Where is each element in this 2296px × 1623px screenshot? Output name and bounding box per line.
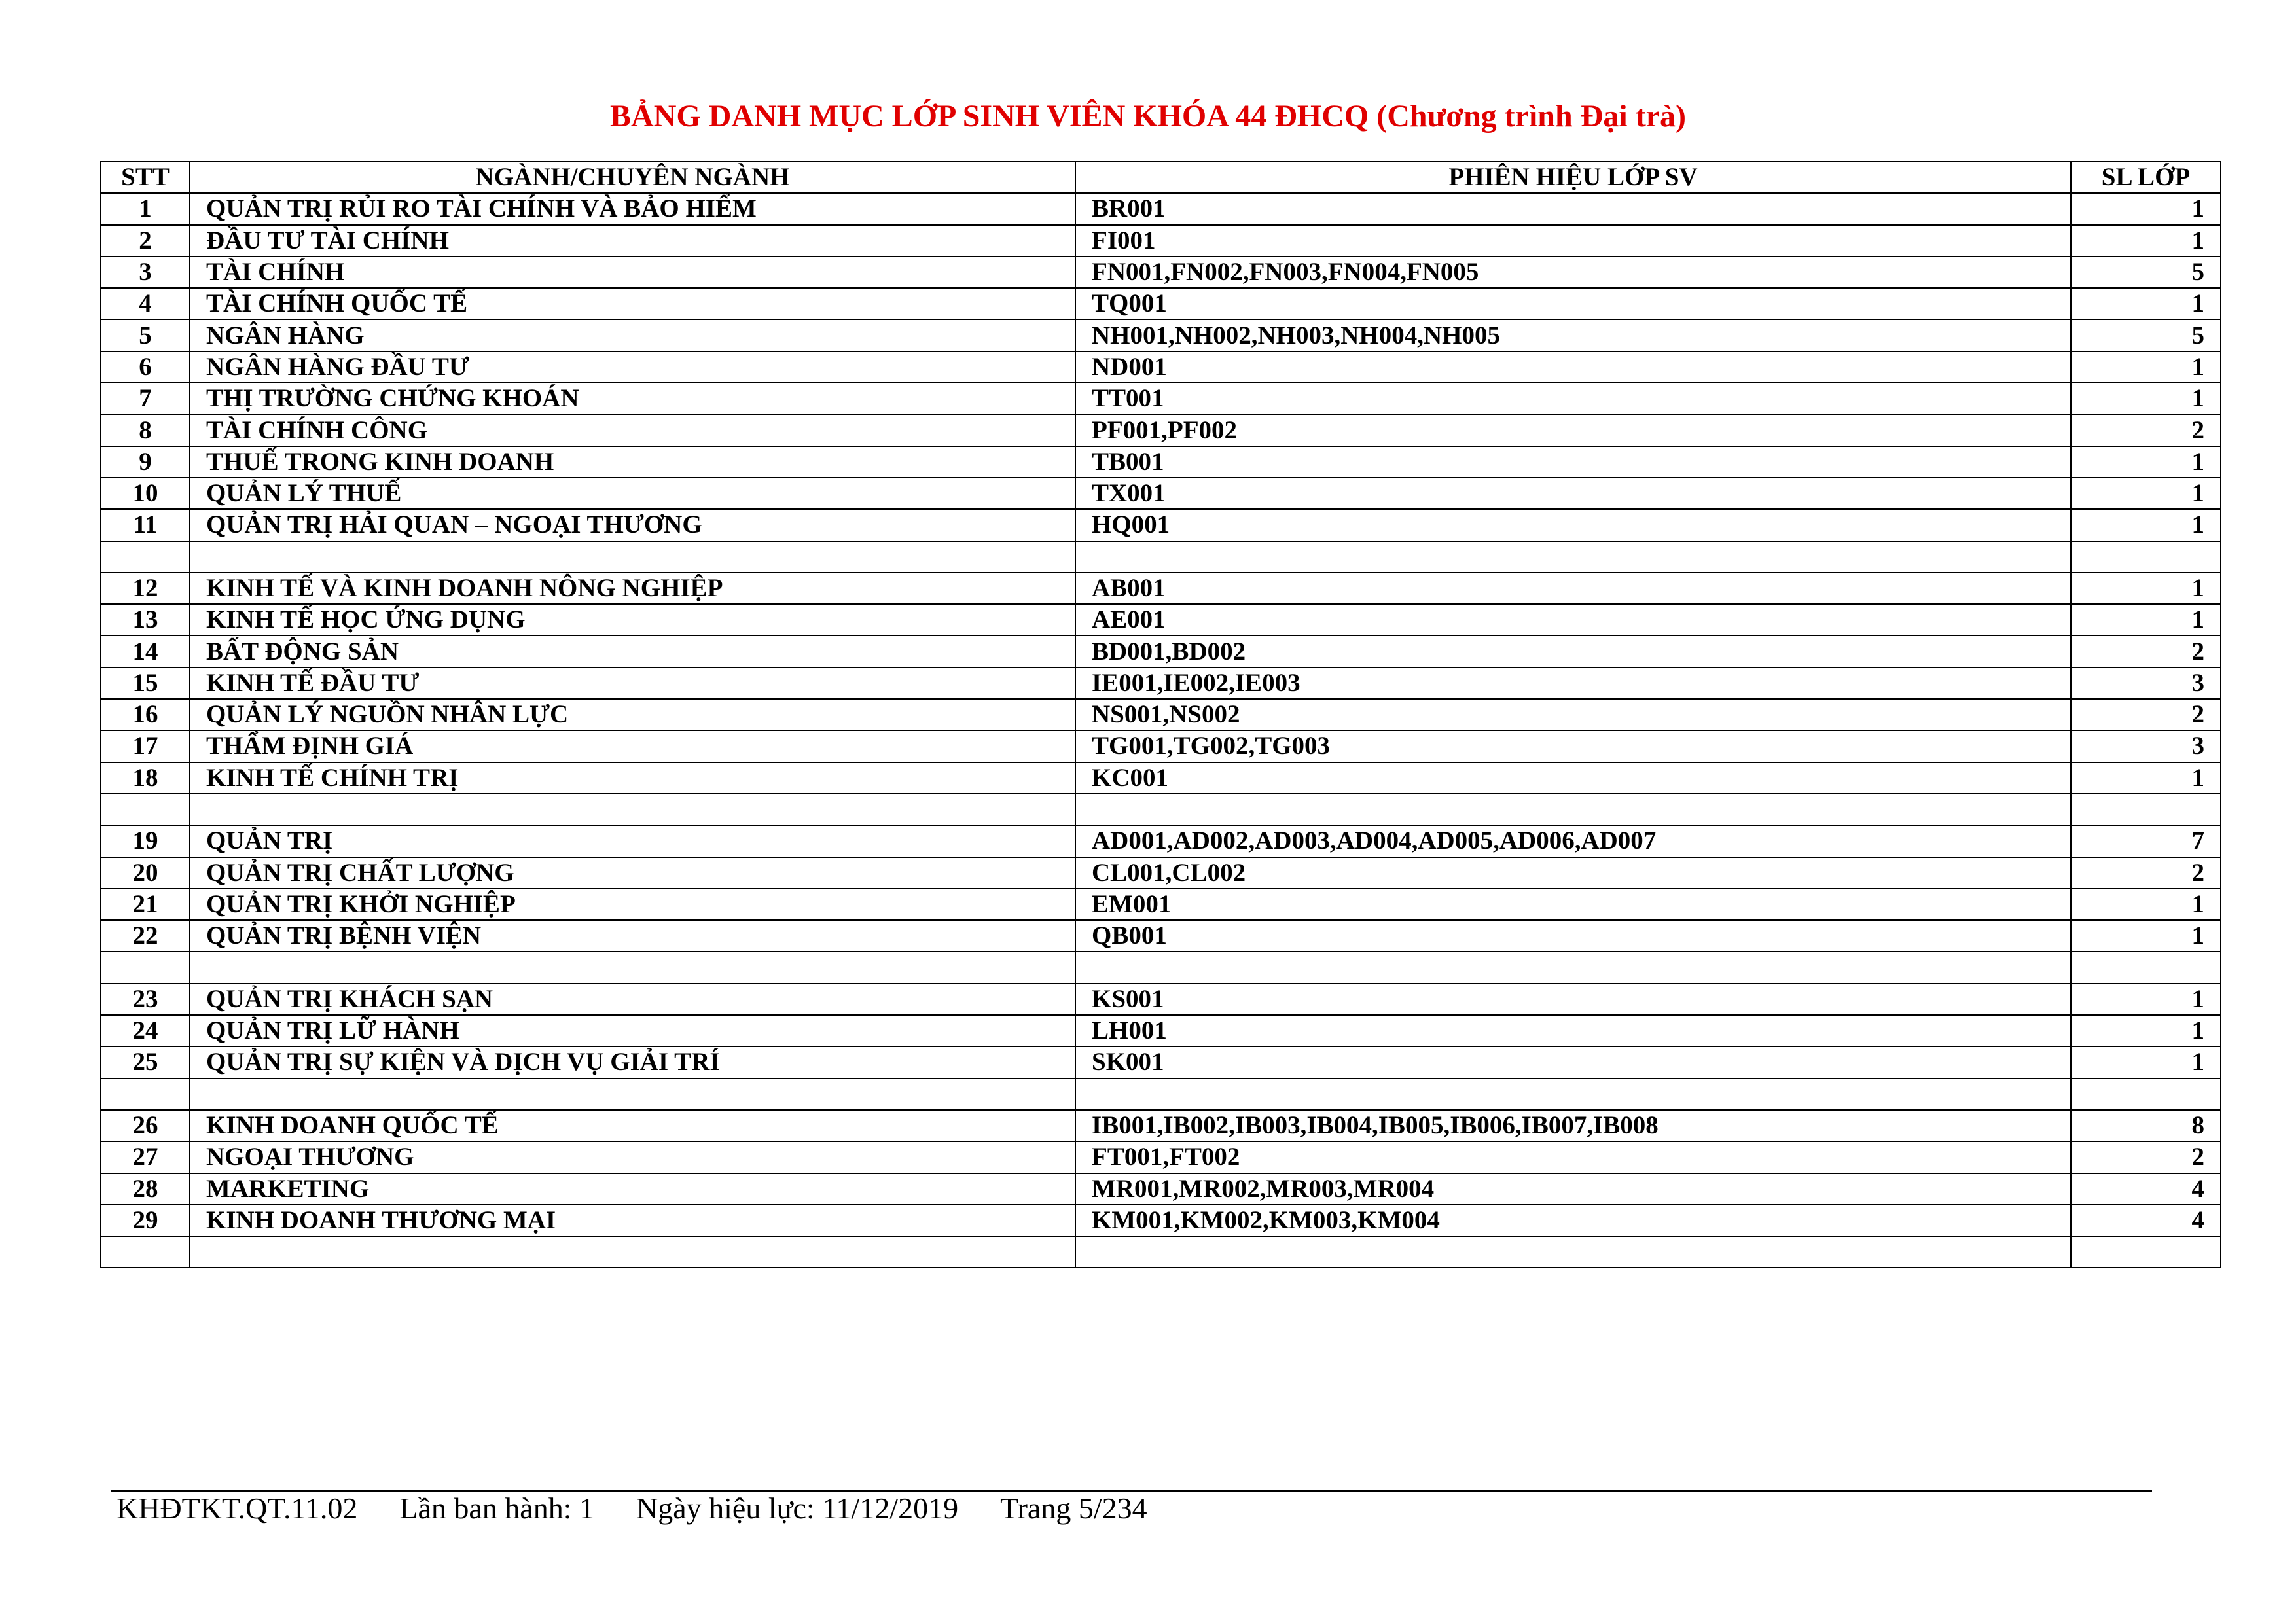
table-row xyxy=(101,193,2221,224)
cell-class-count xyxy=(2071,952,2221,983)
cell-major: KINH TẾ VÀ KINH DOANH NÔNG NGHIỆP xyxy=(190,573,1075,604)
cell-stt: 13 xyxy=(101,604,190,635)
cell-stt xyxy=(101,1236,190,1268)
cell-class-codes xyxy=(1075,541,2071,573)
cell-class-codes: HQ001 xyxy=(1075,509,2071,541)
footer-effective-date: Ngày hiệu lực: 11/12/2019 xyxy=(636,1491,959,1525)
cell-class-codes: FN001,FN002,FN003,FN004,FN005 xyxy=(1075,257,2071,288)
cell-class-codes: QB001 xyxy=(1075,920,2071,952)
table-row xyxy=(101,225,2221,257)
cell-class-codes: NH001,NH002,NH003,NH004,NH005 xyxy=(1075,319,2071,351)
cell-major: NGOẠI THƯƠNG xyxy=(190,1141,1075,1173)
cell-class-codes: BD001,BD002 xyxy=(1075,635,2071,667)
cell-class-codes: TQ001 xyxy=(1075,288,2071,319)
table-row xyxy=(101,699,2221,730)
table-row xyxy=(101,1141,2221,1173)
cell-stt: 26 xyxy=(101,1110,190,1141)
cell-major: QUẢN TRỊ xyxy=(190,825,1075,857)
cell-major: QUẢN LÝ NGUỒN NHÂN LỰC xyxy=(190,699,1075,730)
cell-major: QUẢN TRỊ RỦI RO TÀI CHÍNH VÀ BẢO HIỂM xyxy=(190,193,1075,224)
cell-stt: 9 xyxy=(101,446,190,478)
cell-stt: 21 xyxy=(101,889,190,920)
cell-stt: 10 xyxy=(101,478,190,509)
cell-stt: 4 xyxy=(101,288,190,319)
cell-class-codes: TT001 xyxy=(1075,383,2071,414)
cell-class-count: 1 xyxy=(2071,383,2221,414)
table-row xyxy=(101,604,2221,635)
cell-class-count: 2 xyxy=(2071,414,2221,446)
cell-class-count: 2 xyxy=(2071,699,2221,730)
table-row xyxy=(101,414,2221,446)
cell-class-codes: TX001 xyxy=(1075,478,2071,509)
table-row xyxy=(101,1110,2221,1141)
cell-stt: 23 xyxy=(101,984,190,1015)
table-row xyxy=(101,984,2221,1015)
cell-major: QUẢN TRỊ SỰ KIỆN VÀ DỊCH VỤ GIẢI TRÍ xyxy=(190,1046,1075,1078)
header-class-count: SL LỚP xyxy=(2071,162,2221,193)
cell-class-count: 5 xyxy=(2071,257,2221,288)
cell-major xyxy=(190,1079,1075,1110)
cell-stt: 8 xyxy=(101,414,190,446)
table-row xyxy=(101,1015,2221,1046)
cell-class-codes: MR001,MR002,MR003,MR004 xyxy=(1075,1173,2071,1205)
table-row xyxy=(101,319,2221,351)
cell-class-codes: CL001,CL002 xyxy=(1075,857,2071,889)
cell-major: THỊ TRƯỜNG CHỨNG KHOÁN xyxy=(190,383,1075,414)
cell-class-codes: KC001 xyxy=(1075,762,2071,794)
table-row xyxy=(101,1236,2221,1268)
cell-class-count xyxy=(2071,541,2221,573)
cell-class-codes: BR001 xyxy=(1075,193,2071,224)
header-class-codes: PHIÊN HIỆU LỚP SV xyxy=(1075,162,2071,193)
cell-stt: 22 xyxy=(101,920,190,952)
cell-class-codes xyxy=(1075,794,2071,825)
table-row xyxy=(101,1205,2221,1236)
table-body xyxy=(101,193,2221,1268)
cell-major: TÀI CHÍNH xyxy=(190,257,1075,288)
table-row xyxy=(101,446,2221,478)
cell-class-codes: KS001 xyxy=(1075,984,2071,1015)
cell-class-codes xyxy=(1075,952,2071,983)
cell-stt: 14 xyxy=(101,635,190,667)
cell-class-count: 2 xyxy=(2071,1141,2221,1173)
cell-major: QUẢN TRỊ CHẤT LƯỢNG xyxy=(190,857,1075,889)
cell-class-codes: FT001,FT002 xyxy=(1075,1141,2071,1173)
cell-class-codes: TB001 xyxy=(1075,446,2071,478)
cell-class-count: 8 xyxy=(2071,1110,2221,1141)
cell-major: QUẢN TRỊ BỆNH VIỆN xyxy=(190,920,1075,952)
cell-stt: 11 xyxy=(101,509,190,541)
cell-class-codes: LH001 xyxy=(1075,1015,2071,1046)
cell-class-count: 4 xyxy=(2071,1173,2221,1205)
cell-class-codes: TG001,TG002,TG003 xyxy=(1075,730,2071,762)
cell-major: MARKETING xyxy=(190,1173,1075,1205)
table-row xyxy=(101,825,2221,857)
cell-class-count: 4 xyxy=(2071,1205,2221,1236)
cell-class-count xyxy=(2071,794,2221,825)
cell-class-count: 3 xyxy=(2071,730,2221,762)
cell-stt: 3 xyxy=(101,257,190,288)
cell-stt: 12 xyxy=(101,573,190,604)
table-row xyxy=(101,730,2221,762)
table-row xyxy=(101,257,2221,288)
cell-stt: 6 xyxy=(101,351,190,383)
table-row xyxy=(101,478,2221,509)
cell-class-codes: AE001 xyxy=(1075,604,2071,635)
cell-stt: 27 xyxy=(101,1141,190,1173)
table-row xyxy=(101,509,2221,541)
cell-stt: 19 xyxy=(101,825,190,857)
table-row xyxy=(101,541,2221,573)
cell-class-codes: IB001,IB002,IB003,IB004,IB005,IB006,IB007,IB008 xyxy=(1075,1110,2071,1141)
cell-major: TÀI CHÍNH QUỐC TẾ xyxy=(190,288,1075,319)
cell-stt: 5 xyxy=(101,319,190,351)
cell-class-count: 2 xyxy=(2071,635,2221,667)
cell-class-count: 1 xyxy=(2071,193,2221,224)
cell-class-codes: AD001,AD002,AD003,AD004,AD005,AD006,AD007 xyxy=(1075,825,2071,857)
cell-major: NGÂN HÀNG xyxy=(190,319,1075,351)
cell-major xyxy=(190,1236,1075,1268)
cell-stt: 24 xyxy=(101,1015,190,1046)
table-header-row xyxy=(101,162,2221,193)
table-row xyxy=(101,288,2221,319)
cell-major: KINH TẾ ĐẦU TƯ xyxy=(190,668,1075,699)
cell-stt xyxy=(101,1079,190,1110)
cell-class-count: 1 xyxy=(2071,1015,2221,1046)
cell-major: QUẢN TRỊ KHỞI NGHIỆP xyxy=(190,889,1075,920)
cell-class-codes xyxy=(1075,1236,2071,1268)
footer-doc-code: KHĐTKT.QT.11.02 xyxy=(117,1491,358,1525)
table-row xyxy=(101,920,2221,952)
cell-class-count: 7 xyxy=(2071,825,2221,857)
cell-major xyxy=(190,952,1075,983)
cell-major: KINH TẾ CHÍNH TRỊ xyxy=(190,762,1075,794)
table-row xyxy=(101,889,2221,920)
page-title: BẢNG DANH MỤC LỚP SINH VIÊN KHÓA 44 ĐHCQ (Chương trình Đại trà) xyxy=(610,99,1686,134)
cell-major: QUẢN LÝ THUẾ xyxy=(190,478,1075,509)
cell-major: ĐẦU TƯ TÀI CHÍNH xyxy=(190,225,1075,257)
cell-class-count: 1 xyxy=(2071,478,2221,509)
cell-class-count: 1 xyxy=(2071,984,2221,1015)
cell-stt: 16 xyxy=(101,699,190,730)
cell-major: KINH DOANH THƯƠNG MẠI xyxy=(190,1205,1075,1236)
cell-major xyxy=(190,794,1075,825)
cell-class-count: 1 xyxy=(2071,225,2221,257)
table-row xyxy=(101,762,2221,794)
cell-class-count: 1 xyxy=(2071,1046,2221,1078)
cell-major: KINH TẾ HỌC ỨNG DỤNG xyxy=(190,604,1075,635)
cell-class-count: 5 xyxy=(2071,319,2221,351)
cell-major: BẤT ĐỘNG SẢN xyxy=(190,635,1075,667)
cell-class-codes: AB001 xyxy=(1075,573,2071,604)
footer-page-number: Trang 5/234 xyxy=(1000,1491,1147,1525)
cell-class-count: 1 xyxy=(2071,288,2221,319)
cell-class-count: 1 xyxy=(2071,573,2221,604)
cell-major: KINH DOANH QUỐC TẾ xyxy=(190,1110,1075,1141)
cell-class-count: 1 xyxy=(2071,351,2221,383)
table-row xyxy=(101,857,2221,889)
cell-class-count: 1 xyxy=(2071,509,2221,541)
header-major: NGÀNH/CHUYÊN NGÀNH xyxy=(190,162,1075,193)
table-row xyxy=(101,351,2221,383)
cell-class-count xyxy=(2071,1236,2221,1268)
table-row xyxy=(101,668,2221,699)
cell-major: NGÂN HÀNG ĐẦU TƯ xyxy=(190,351,1075,383)
cell-stt xyxy=(101,794,190,825)
cell-major: QUẢN TRỊ HẢI QUAN – NGOẠI THƯƠNG xyxy=(190,509,1075,541)
cell-class-count: 3 xyxy=(2071,668,2221,699)
cell-class-codes: KM001,KM002,KM003,KM004 xyxy=(1075,1205,2071,1236)
cell-class-codes: ND001 xyxy=(1075,351,2071,383)
cell-class-codes: FI001 xyxy=(1075,225,2071,257)
table-row xyxy=(101,573,2221,604)
cell-major xyxy=(190,541,1075,573)
cell-class-count: 1 xyxy=(2071,889,2221,920)
table-row xyxy=(101,635,2221,667)
cell-major: QUẢN TRỊ KHÁCH SẠN xyxy=(190,984,1075,1015)
cell-class-codes: EM001 xyxy=(1075,889,2071,920)
class-list-table xyxy=(100,161,2221,1268)
table-row xyxy=(101,383,2221,414)
footer-issue: Lần ban hành: 1 xyxy=(399,1491,594,1525)
table-row xyxy=(101,1046,2221,1078)
header-stt: STT xyxy=(101,162,190,193)
table-row xyxy=(101,952,2221,983)
cell-stt: 1 xyxy=(101,193,190,224)
table-row xyxy=(101,794,2221,825)
cell-stt: 15 xyxy=(101,668,190,699)
cell-class-codes: PF001,PF002 xyxy=(1075,414,2071,446)
cell-stt xyxy=(101,952,190,983)
cell-stt: 7 xyxy=(101,383,190,414)
cell-stt: 18 xyxy=(101,762,190,794)
page-footer xyxy=(117,1491,1147,1525)
cell-major: QUẢN TRỊ LỮ HÀNH xyxy=(190,1015,1075,1046)
cell-major: THUẾ TRONG KINH DOANH xyxy=(190,446,1075,478)
table-row xyxy=(101,1173,2221,1205)
cell-stt: 25 xyxy=(101,1046,190,1078)
cell-major: TÀI CHÍNH CÔNG xyxy=(190,414,1075,446)
cell-major: THẨM ĐỊNH GIÁ xyxy=(190,730,1075,762)
cell-stt: 20 xyxy=(101,857,190,889)
cell-stt: 28 xyxy=(101,1173,190,1205)
cell-class-count xyxy=(2071,1079,2221,1110)
cell-class-codes: NS001,NS002 xyxy=(1075,699,2071,730)
table-row xyxy=(101,1079,2221,1110)
cell-class-count: 1 xyxy=(2071,920,2221,952)
cell-class-count: 1 xyxy=(2071,446,2221,478)
cell-class-count: 1 xyxy=(2071,762,2221,794)
cell-stt: 29 xyxy=(101,1205,190,1236)
cell-stt: 17 xyxy=(101,730,190,762)
cell-stt xyxy=(101,541,190,573)
cell-class-codes xyxy=(1075,1079,2071,1110)
cell-class-codes: SK001 xyxy=(1075,1046,2071,1078)
cell-class-count: 2 xyxy=(2071,857,2221,889)
cell-class-count: 1 xyxy=(2071,604,2221,635)
cell-stt: 2 xyxy=(101,225,190,257)
cell-class-codes: IE001,IE002,IE003 xyxy=(1075,668,2071,699)
